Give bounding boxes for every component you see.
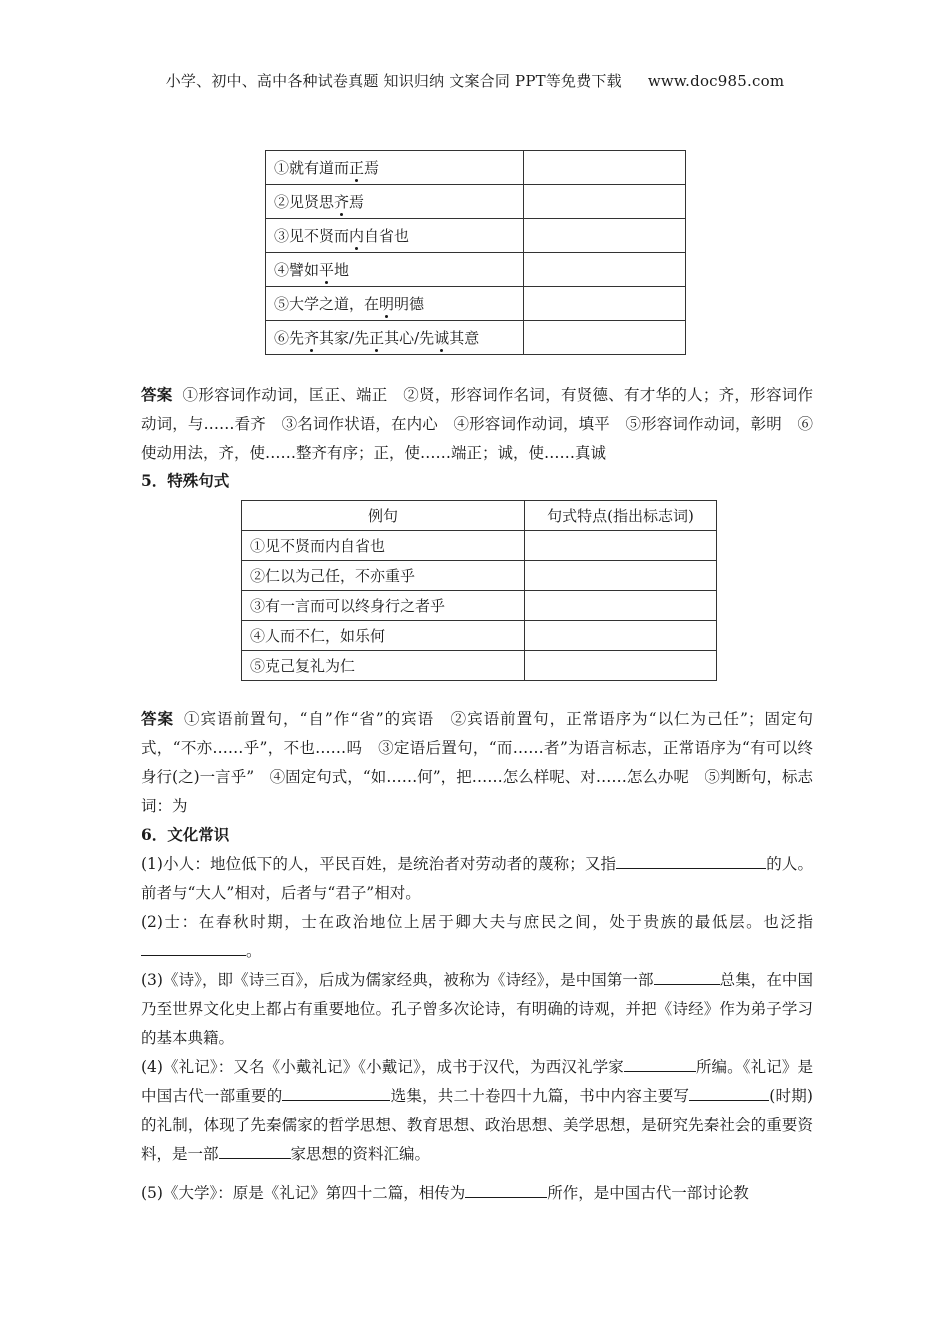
dotted-char: 正: [369, 329, 385, 347]
example-cell: ③见不贤而内自省也: [266, 219, 524, 253]
example-cell: ⑤克己复礼为仁: [242, 651, 525, 681]
example-cell: ③有一言而可以终身行之者乎: [242, 591, 525, 621]
table-header-row: [242, 501, 717, 531]
example-cell: ⑤大学之道，在明明德: [266, 287, 524, 321]
example-cell: ④譬如平地: [266, 253, 524, 287]
table-row: [242, 531, 717, 561]
table-row: [242, 591, 717, 621]
answer-blank-cell[interactable]: [524, 287, 686, 321]
answer-blank-cell[interactable]: [525, 651, 717, 681]
fill-blank[interactable]: [465, 1181, 547, 1198]
answer-blank-cell[interactable]: [524, 185, 686, 219]
fill-blank[interactable]: [141, 939, 246, 956]
answer-blank-cell[interactable]: [525, 591, 717, 621]
culture-item-5: (5)《大学》：原是《礼记》第四十二篇，相传为 所作，是中国古代一部讨论教: [141, 1179, 813, 1208]
page-header: [0, 70, 950, 91]
table-row: [266, 321, 686, 355]
answer-text: ①形容词作动词，匡正、端正 ②贤，形容词作名词，有贤德、有才华的人；齐，形容词作动词，与……看齐 ③名词作状语，在内心 ④形容词作动词，填平 ⑤形容词作动词，彰明 ⑥使动用法，齐，使……整齐有序；正，使……端正；诚，使……真诚: [141, 386, 813, 462]
table-row: [266, 253, 686, 287]
example-cell: ①就有道而正焉: [266, 151, 524, 185]
column-header-example: 例句: [242, 501, 525, 531]
example-cell: ④人而不仁，如乐何: [242, 621, 525, 651]
example-cell: ②见贤思齐焉: [266, 185, 524, 219]
word-usage-table: [265, 150, 686, 355]
culture-item-4: (4)《礼记》：又名《小戴礼记》《小戴记》，成书于汉代，为西汉礼学家 所编。《礼记》是中国古代一部重要的 选集，共二十卷四十九篇，书中内容主要写 (时期)的礼制，体现了先秦儒家的哲学思想、教育思想、政治思想、美学思想，是研究先秦社会的重要资料，是一部 家思想的资料汇编。: [141, 1053, 813, 1169]
answer-blank-cell[interactable]: [524, 151, 686, 185]
culture-item-3: (3)《诗》，即《诗三百》，后成为儒家经典，被称为《诗经》，是中国第一部 总集，在中国乃至世界文化史上都占有重要地位。孔子曾多次论诗，有明确的诗观，并把《诗经》作为弟子学习的基本典籍。: [141, 966, 813, 1053]
culture-item-1: (1)小人：地位低下的人，平民百姓，是统治者对劳动者的蔑称；又指 的人。前者与“大人”相对，后者与“君子”相对。: [141, 850, 813, 908]
fill-blank[interactable]: [689, 1084, 769, 1101]
dotted-char: 正: [349, 159, 365, 177]
fill-blank[interactable]: [282, 1084, 390, 1101]
answer-blank-cell[interactable]: [524, 321, 686, 355]
dotted-char: 齐: [304, 329, 320, 347]
table-row: [242, 621, 717, 651]
column-header-feature: 句式特点(指出标志词): [525, 501, 717, 531]
table-row: [242, 651, 717, 681]
table-row: [266, 219, 686, 253]
table-row: [242, 561, 717, 591]
answer-block-2: [141, 704, 813, 821]
example-cell: ②仁以为己任，不亦重乎: [242, 561, 525, 591]
answer-label: 答案: [141, 709, 174, 728]
fill-blank[interactable]: [654, 968, 720, 985]
header-text: 小学、初中、高中各种试卷真题 知识归纳 文案合同 PPT等免费下载: [165, 72, 622, 90]
answer-text: ①宾语前置句，“自”作“省”的宾语 ②宾语前置句，正常语序为“以仁为己任”；固定句式，“不亦……乎”，不也……吗 ③定语后置句，“而……者”为语言标志，正常语序为“有可以终身行(之)一言乎” ④固定句式，“如……何”，把……怎么样呢、对……怎么办呢 ⑤判断句，标志词：为: [141, 710, 813, 815]
section-title-6: 6．文化常识: [141, 825, 230, 844]
answer-blank-cell[interactable]: [525, 531, 717, 561]
table-row: [266, 185, 686, 219]
answer-blank-cell[interactable]: [525, 561, 717, 591]
section-title-5: 5．特殊句式: [141, 471, 230, 490]
answer-blank-cell[interactable]: [524, 219, 686, 253]
dotted-char: 明: [379, 295, 395, 313]
dotted-char: 内: [349, 227, 365, 245]
sentence-pattern-table: [241, 500, 717, 681]
fill-blank[interactable]: [616, 852, 766, 869]
answer-block-1: [141, 380, 813, 468]
answer-blank-cell[interactable]: [525, 621, 717, 651]
header-url[interactable]: www.doc985.com: [647, 72, 785, 90]
dotted-char: 齐: [334, 193, 350, 211]
table-row: [266, 151, 686, 185]
fill-blank[interactable]: [219, 1142, 291, 1159]
table-row: [266, 287, 686, 321]
culture-item-2: (2)士：在春秋时期，士在政治地位上居于卿大夫与庶民之间，处于贵族的最低层。也泛指。: [141, 913, 813, 960]
fill-blank[interactable]: [624, 1055, 696, 1072]
answer-blank-cell[interactable]: [524, 253, 686, 287]
example-cell: ①见不贤而内自省也: [242, 531, 525, 561]
answer-label: 答案: [141, 385, 173, 404]
example-cell: ⑥先齐其家/先正其心/先诚其意: [266, 321, 524, 355]
dotted-char: 诚: [434, 329, 450, 347]
dotted-char: 平: [319, 261, 335, 279]
